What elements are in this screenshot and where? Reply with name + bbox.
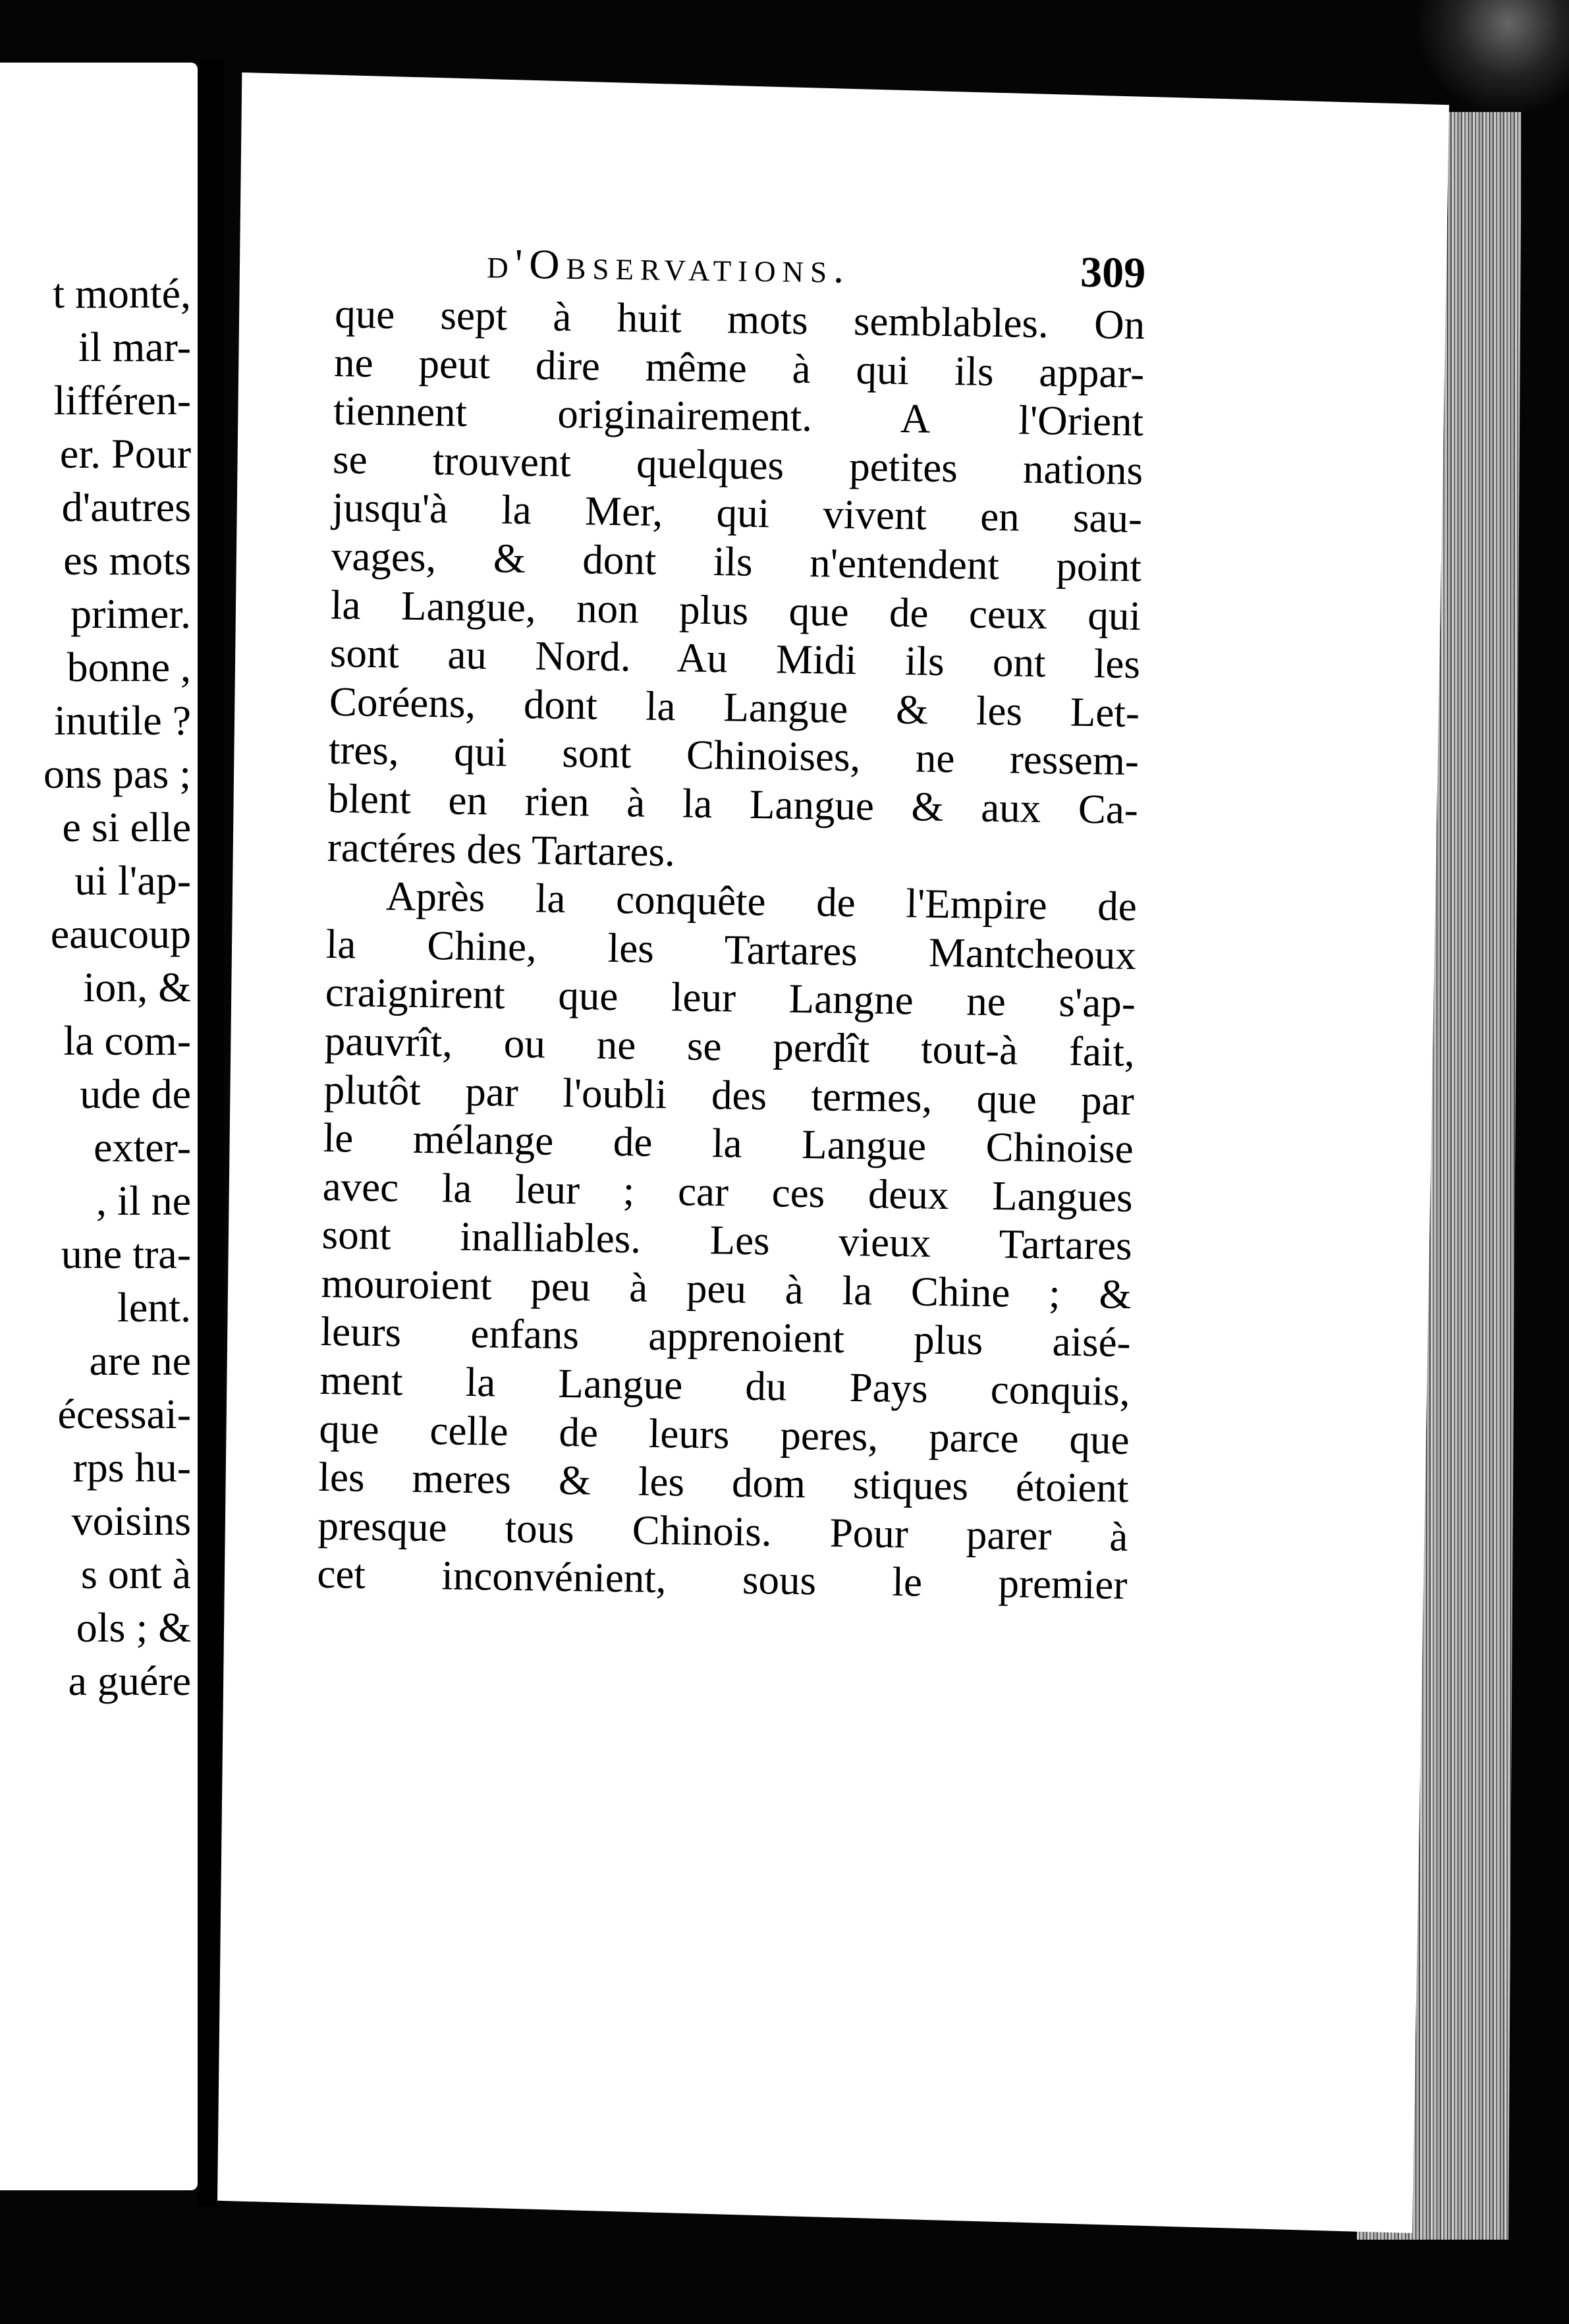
left-line: lent. [117, 1284, 191, 1331]
left-line: are ne [89, 1337, 191, 1384]
text-line: que celle de leurs peres, parce que [319, 1405, 1130, 1463]
text-line: ment la Langue du Pays conquis, [319, 1356, 1131, 1415]
text-line: jusqu'à la Mer, qui vivent en sau- [331, 484, 1143, 542]
left-line: er. Pour [59, 430, 191, 477]
left-line: ui l'ap- [74, 857, 191, 904]
text-line: la Chine, les Tartares Mantcheoux [325, 920, 1137, 978]
left-page-text [7, 267, 198, 1707]
text-line: cet inconvénient, sous le premier [317, 1551, 1128, 1609]
text-line: avec la leur ; car ces deux Langues [322, 1163, 1134, 1221]
page-number: 309 [1080, 248, 1146, 298]
left-line: ude de [80, 1070, 191, 1117]
left-line: a guére [68, 1657, 191, 1704]
text-line: vages, & dont ils n'entendent point [331, 532, 1142, 591]
left-line: ons pas ; [43, 750, 191, 797]
left-line: es mots [63, 537, 191, 584]
text-line: que sept à huit mots semblables. On [334, 290, 1145, 348]
running-title: d'Observations. [486, 240, 851, 292]
text-line: le mélange de la Langue Chinoise [323, 1114, 1134, 1173]
left-line: t monté, [53, 270, 191, 317]
left-line: écessai- [57, 1391, 191, 1437]
text-line: sont inalliables. Les vieux Tartares [321, 1211, 1133, 1269]
left-line: s ont à [80, 1551, 191, 1597]
text-line: tres, qui sont Chinoises, ne ressem- [328, 727, 1140, 785]
text-line: sont au Nord. Au Midi ils ont les [329, 630, 1141, 688]
text-line: pauvrît, ou ne se perdît tout-à fait, [324, 1017, 1136, 1075]
left-page [0, 63, 198, 2190]
text-line: presque tous Chinois. Pour parer à [317, 1502, 1128, 1560]
text-line: tiennent originairement. A l'Orient [333, 387, 1144, 445]
left-line: inutile ? [54, 697, 191, 744]
text-line: la Langue, non plus que de ceux qui [330, 581, 1142, 639]
left-line: bonne , [67, 644, 191, 690]
left-line: lifféren- [53, 377, 191, 424]
left-line: une tra- [61, 1231, 191, 1277]
text-line: ractéres des Tartares. [327, 823, 676, 875]
left-line: primer. [70, 590, 191, 637]
text-line: mouroient peu à peu à la Chine ; & [321, 1259, 1132, 1317]
left-line: rps hu- [72, 1444, 191, 1491]
text-line: plutôt par l'oubli des termes, que par [323, 1066, 1135, 1124]
left-line: ols ; & [76, 1604, 191, 1651]
running-head [335, 231, 1146, 301]
text-line: se trouvent quelques petites nations [332, 435, 1143, 493]
left-line: d'autres [61, 484, 191, 530]
left-line: , il ne [96, 1177, 191, 1224]
text-line: leurs enfans apprenoient plus aisé- [320, 1308, 1132, 1366]
left-line: la com- [63, 1017, 191, 1064]
left-line: e si elle [62, 804, 191, 850]
text-line: ne peut dire même à qui ils appar- [333, 339, 1145, 397]
left-line: il mar- [78, 323, 191, 370]
scan-corner-shadow [1418, 0, 1569, 119]
text-line: blent en rien à la Langue & aux Ca- [327, 775, 1139, 833]
text-line: craignirent que leur Langne ne s'ap- [325, 969, 1136, 1027]
left-line: exter- [94, 1124, 191, 1171]
left-line: voisins [71, 1497, 191, 1544]
text-line: les meres & les dom stiques étoient [318, 1454, 1129, 1512]
book-gutter [198, 59, 224, 2207]
text-line: Après la conquête de l'Empire de [385, 873, 1138, 930]
text-line: Coréens, dont la Langue & les Let- [329, 678, 1140, 736]
right-page-text [317, 231, 1146, 1610]
left-line: ion, & [83, 964, 191, 1010]
left-line: eaucoup [50, 910, 191, 957]
